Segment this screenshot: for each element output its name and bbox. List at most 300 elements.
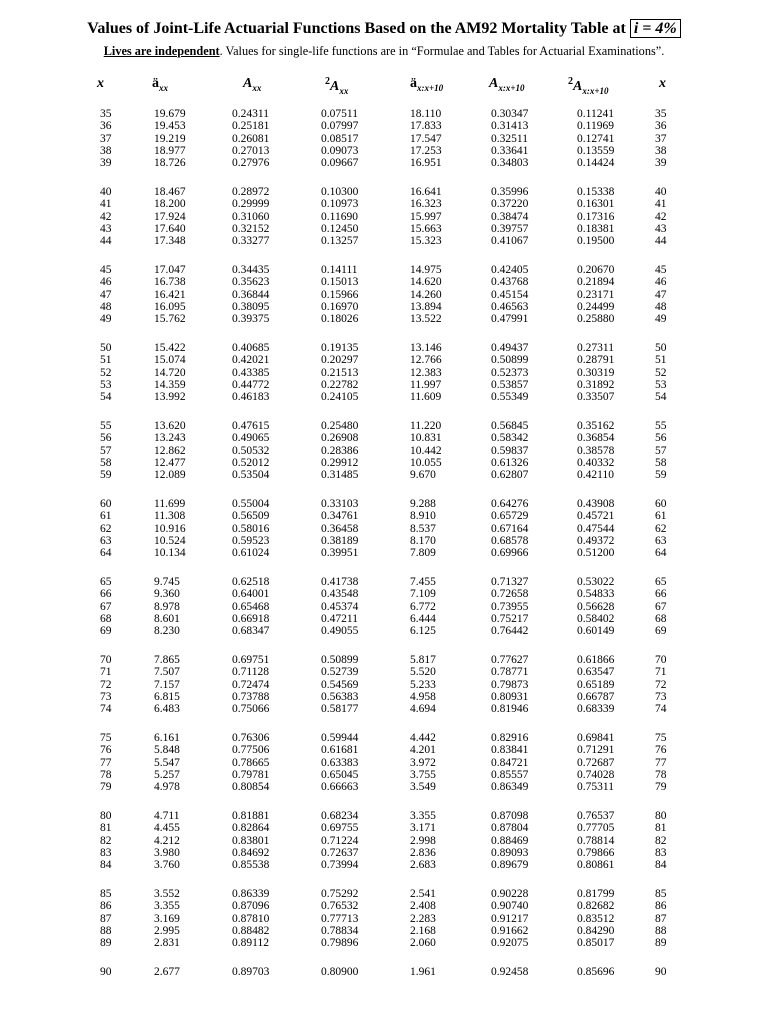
cell-age-right: 54 — [655, 391, 667, 404]
cell-assurance2-term: 0.76537 — [577, 810, 615, 822]
cell-assurance2-joint: 0.09073 — [321, 144, 359, 157]
cell-assurance-term: 0.92458 — [491, 966, 529, 978]
cell-annuity-joint: 15.422 — [154, 342, 186, 354]
cell-age-left: 81 — [100, 822, 112, 835]
cell-assurance2-joint: 0.07511 — [321, 108, 358, 120]
cell-assurance2-term: 0.68339 — [577, 703, 615, 716]
cell-assurance2-term: 0.25880 — [577, 313, 615, 326]
cell-assurance2-joint: 0.36458 — [321, 522, 359, 535]
cell-assurance-joint: 0.73788 — [232, 690, 270, 703]
cell-assurance2-term: 0.63547 — [577, 666, 615, 679]
cell-assurance-term: 0.49437 — [491, 342, 529, 354]
cell-assurance2-term: 0.23171 — [577, 288, 615, 301]
cell-age-right: 63 — [655, 534, 667, 547]
cell-annuity-joint: 2.995 — [154, 924, 180, 937]
cell-assurance2-joint: 0.26908 — [321, 432, 359, 445]
cell-annuity-term: 4.958 — [410, 690, 436, 703]
cell-age-right: 81 — [655, 822, 667, 835]
cell-annuity-term: 4.442 — [410, 732, 436, 744]
cell-assurance2-joint: 0.73994 — [321, 859, 359, 872]
cell-annuity-term: 3.355 — [410, 810, 436, 822]
cell-age-left: 41 — [100, 198, 112, 211]
cell-age-right: 52 — [655, 366, 667, 379]
cell-assurance-joint: 0.26081 — [232, 132, 270, 145]
cell-age-right: 65 — [655, 576, 667, 588]
header-x-right: x — [659, 76, 666, 91]
cell-assurance2-joint: 0.21513 — [321, 366, 359, 379]
cell-assurance-term: 0.68578 — [491, 534, 529, 547]
cell-assurance-term: 0.86349 — [491, 781, 529, 794]
cell-assurance-joint: 0.33277 — [232, 235, 270, 248]
cell-annuity-joint: 16.738 — [154, 276, 186, 289]
cell-annuity-term: 12.383 — [410, 366, 442, 379]
cell-assurance2-term: 0.40332 — [577, 456, 615, 469]
cell-annuity-term: 2.408 — [410, 900, 436, 913]
cell-assurance-joint: 0.87096 — [232, 900, 270, 913]
cell-assurance-joint: 0.66918 — [232, 612, 270, 625]
cell-age-right: 50 — [655, 342, 667, 354]
cell-annuity-term: 17.833 — [410, 120, 442, 133]
cell-annuity-joint: 14.720 — [154, 366, 186, 379]
cell-assurance-term: 0.65729 — [491, 510, 529, 523]
cell-assurance2-term: 0.71291 — [577, 744, 615, 757]
cell-annuity-joint: 14.359 — [154, 378, 186, 391]
header-annuity-joint: $ä_{xx}$ — [152, 76, 168, 93]
cell-assurance-term: 0.50899 — [491, 354, 529, 367]
cell-assurance-term: 0.89679 — [491, 859, 529, 872]
cell-age-left: 89 — [100, 937, 112, 950]
cell-assurance2-term: 0.18381 — [577, 222, 615, 235]
cell-assurance2-joint: 0.80900 — [321, 966, 359, 978]
cell-annuity-term: 7.809 — [410, 547, 436, 560]
cell-age-right: 70 — [655, 654, 667, 666]
cell-assurance-term: 0.84721 — [491, 756, 529, 769]
cell-assurance2-term: 0.42110 — [577, 469, 614, 482]
header-assurance-joint: $A_{xx}$ — [243, 76, 262, 93]
cell-assurance2-term: 0.24499 — [577, 300, 615, 313]
cell-assurance-term: 0.62807 — [491, 469, 529, 482]
cell-assurance-term: 0.90228 — [491, 888, 529, 900]
cell-assurance-joint: 0.79781 — [232, 768, 270, 781]
cell-assurance-term: 0.76442 — [491, 625, 529, 638]
cell-assurance-term: 0.72658 — [491, 588, 529, 601]
cell-assurance-joint: 0.25181 — [232, 120, 270, 133]
cell-annuity-term: 5.817 — [410, 654, 436, 666]
cell-age-right: 87 — [655, 912, 667, 925]
cell-assurance-term: 0.61326 — [491, 456, 529, 469]
cell-annuity-term: 13.146 — [410, 342, 442, 354]
cell-age-right: 74 — [655, 703, 667, 716]
cell-assurance2-term: 0.38578 — [577, 444, 615, 457]
cell-assurance-term: 0.31413 — [491, 120, 529, 133]
cell-age-right: 88 — [655, 924, 667, 937]
cell-assurance2-term: 0.75311 — [577, 781, 614, 794]
cell-assurance2-term: 0.47544 — [577, 522, 615, 535]
cell-assurance2-joint: 0.78834 — [321, 924, 359, 937]
cell-assurance-joint: 0.88482 — [232, 924, 270, 937]
cell-assurance2-term: 0.12741 — [577, 132, 615, 145]
cell-annuity-joint: 6.161 — [154, 732, 180, 744]
cell-assurance-joint: 0.56509 — [232, 510, 270, 523]
cell-assurance-joint: 0.89703 — [232, 966, 270, 978]
cell-assurance-term: 0.85557 — [491, 768, 529, 781]
cell-assurance2-joint: 0.50899 — [321, 654, 359, 666]
cell-assurance2-term: 0.82682 — [577, 900, 615, 913]
cell-assurance-joint: 0.59523 — [232, 534, 270, 547]
cell-age-left: 79 — [100, 781, 112, 794]
cell-assurance2-term: 0.83512 — [577, 912, 615, 925]
cell-assurance2-term: 0.84290 — [577, 924, 615, 937]
cell-age-left: 86 — [100, 900, 112, 913]
cell-age-right: 55 — [655, 420, 667, 432]
cell-annuity-term: 14.975 — [410, 264, 442, 276]
title-text: Values of Joint-Life Actuarial Functions Based on the AM92 Mortality Table at — [87, 20, 626, 37]
cell-age-right: 60 — [655, 498, 667, 510]
cell-annuity-term: 6.444 — [410, 612, 436, 625]
cell-assurance2-term: 0.45721 — [577, 510, 615, 523]
cell-assurance-term: 0.39757 — [491, 222, 529, 235]
cell-age-right: 79 — [655, 781, 667, 794]
cell-annuity-joint: 5.848 — [154, 744, 180, 757]
cell-assurance2-joint: 0.10973 — [321, 198, 359, 211]
cell-assurance2-term: 0.49372 — [577, 534, 615, 547]
cell-age-left: 55 — [100, 420, 112, 432]
cell-age-right: 42 — [655, 210, 667, 223]
cell-assurance2-term: 0.61866 — [577, 654, 615, 666]
cell-assurance2-joint: 0.77713 — [321, 912, 359, 925]
cell-age-left: 35 — [100, 108, 112, 120]
cell-assurance-joint: 0.43385 — [232, 366, 270, 379]
cell-annuity-joint: 8.230 — [154, 625, 180, 638]
cell-age-right: 36 — [655, 120, 667, 133]
cell-assurance2-joint: 0.16970 — [321, 300, 359, 313]
header-assurance-term: $A_{x:x+10}$ — [489, 76, 525, 93]
cell-annuity-term: 14.260 — [410, 288, 442, 301]
cell-assurance-term: 0.77627 — [491, 654, 529, 666]
cell-age-left: 62 — [100, 522, 112, 535]
cell-assurance2-joint: 0.25480 — [321, 420, 359, 432]
cell-assurance2-joint: 0.43548 — [321, 588, 359, 601]
cell-annuity-joint: 4.978 — [154, 781, 180, 794]
cell-age-left: 42 — [100, 210, 112, 223]
cell-assurance-term: 0.58342 — [491, 432, 529, 445]
cell-age-left: 69 — [100, 625, 112, 638]
cell-assurance2-term: 0.43908 — [577, 498, 615, 510]
cell-age-left: 52 — [100, 366, 112, 379]
cell-assurance-joint: 0.34435 — [232, 264, 270, 276]
cell-age-right: 48 — [655, 300, 667, 313]
cell-assurance2-joint: 0.07997 — [321, 120, 359, 133]
cell-assurance-joint: 0.89112 — [232, 937, 269, 950]
cell-annuity-term: 3.549 — [410, 781, 436, 794]
cell-assurance2-term: 0.72687 — [577, 756, 615, 769]
cell-annuity-joint: 19.219 — [154, 132, 186, 145]
cell-assurance-term: 0.89093 — [491, 846, 529, 859]
cell-annuity-term: 15.663 — [410, 222, 442, 235]
cell-assurance-term: 0.53857 — [491, 378, 529, 391]
cell-assurance2-joint: 0.29912 — [321, 456, 359, 469]
cell-annuity-joint: 11.699 — [154, 498, 186, 510]
cell-assurance-term: 0.64276 — [491, 498, 529, 510]
cell-assurance-term: 0.91217 — [491, 912, 529, 925]
cell-assurance2-joint: 0.10300 — [321, 186, 359, 198]
cell-age-right: 62 — [655, 522, 667, 535]
cell-annuity-joint: 3.760 — [154, 859, 180, 872]
cell-age-left: 49 — [100, 313, 112, 326]
cell-assurance2-joint: 0.68234 — [321, 810, 359, 822]
cell-assurance-joint: 0.47615 — [232, 420, 270, 432]
cell-annuity-joint: 5.257 — [154, 768, 180, 781]
cell-assurance2-joint: 0.28386 — [321, 444, 359, 457]
cell-assurance2-term: 0.85017 — [577, 937, 615, 950]
cell-assurance2-term: 0.21894 — [577, 276, 615, 289]
cell-assurance-term: 0.92075 — [491, 937, 529, 950]
cell-age-right: 66 — [655, 588, 667, 601]
cell-assurance-joint: 0.72474 — [232, 678, 270, 691]
cell-age-left: 47 — [100, 288, 112, 301]
header-assurance2-joint: $^2A_{xx}$ — [325, 76, 349, 96]
cell-annuity-term: 17.547 — [410, 132, 442, 145]
cell-assurance-term: 0.87804 — [491, 822, 529, 835]
cell-age-left: 43 — [100, 222, 112, 235]
cell-age-right: 86 — [655, 900, 667, 913]
cell-annuity-joint: 7.157 — [154, 678, 180, 691]
cell-annuity-term: 13.894 — [410, 300, 442, 313]
cell-age-right: 37 — [655, 132, 667, 145]
cell-assurance-joint: 0.85538 — [232, 859, 270, 872]
cell-assurance-joint: 0.69751 — [232, 654, 270, 666]
cell-age-right: 40 — [655, 186, 667, 198]
cell-age-left: 53 — [100, 378, 112, 391]
cell-annuity-joint: 3.980 — [154, 846, 180, 859]
cell-annuity-joint: 2.831 — [154, 937, 180, 950]
cell-age-left: 63 — [100, 534, 112, 547]
cell-assurance2-term: 0.65189 — [577, 678, 615, 691]
cell-age-right: 90 — [655, 966, 667, 978]
cell-annuity-term: 16.951 — [410, 157, 442, 170]
cell-age-left: 48 — [100, 300, 112, 313]
cell-assurance-joint: 0.40685 — [232, 342, 270, 354]
cell-annuity-joint: 6.815 — [154, 690, 180, 703]
cell-assurance-joint: 0.86339 — [232, 888, 270, 900]
cell-assurance2-joint: 0.56383 — [321, 690, 359, 703]
cell-annuity-joint: 16.421 — [154, 288, 186, 301]
cell-assurance-joint: 0.24311 — [232, 108, 269, 120]
cell-annuity-joint: 17.924 — [154, 210, 186, 223]
cell-age-right: 80 — [655, 810, 667, 822]
cell-age-left: 77 — [100, 756, 112, 769]
cell-assurance-term: 0.46563 — [491, 300, 529, 313]
cell-annuity-term: 16.323 — [410, 198, 442, 211]
cell-age-left: 58 — [100, 456, 112, 469]
cell-annuity-joint: 18.726 — [154, 157, 186, 170]
cell-assurance-joint: 0.31060 — [232, 210, 270, 223]
cell-assurance2-term: 0.77705 — [577, 822, 615, 835]
cell-age-left: 70 — [100, 654, 112, 666]
cell-assurance2-term: 0.35162 — [577, 420, 615, 432]
cell-annuity-term: 2.541 — [410, 888, 436, 900]
cell-assurance-term: 0.83841 — [491, 744, 529, 757]
cell-age-left: 54 — [100, 391, 112, 404]
cell-annuity-term: 3.755 — [410, 768, 436, 781]
cell-annuity-joint: 19.453 — [154, 120, 186, 133]
cell-annuity-joint: 4.455 — [154, 822, 180, 835]
cell-annuity-joint: 13.992 — [154, 391, 186, 404]
cell-age-left: 85 — [100, 888, 112, 900]
cell-age-left: 56 — [100, 432, 112, 445]
cell-annuity-term: 2.168 — [410, 924, 436, 937]
cell-assurance2-term: 0.17316 — [577, 210, 615, 223]
cell-assurance2-term: 0.54833 — [577, 588, 615, 601]
cell-annuity-term: 9.288 — [410, 498, 436, 510]
cell-assurance-term: 0.56845 — [491, 420, 529, 432]
cell-age-left: 36 — [100, 120, 112, 133]
cell-assurance2-term: 0.74028 — [577, 768, 615, 781]
cell-age-right: 83 — [655, 846, 667, 859]
subtitle-text: . Values for single-life functions are in “Formulae and Tables for Actuarial Examinations”. — [219, 44, 665, 58]
cell-assurance-term: 0.37220 — [491, 198, 529, 211]
cell-annuity-term: 2.283 — [410, 912, 436, 925]
cell-assurance2-term: 0.56628 — [577, 600, 615, 613]
cell-assurance-joint: 0.87810 — [232, 912, 270, 925]
cell-assurance2-joint: 0.18026 — [321, 313, 359, 326]
cell-assurance2-term: 0.30319 — [577, 366, 615, 379]
cell-assurance2-joint: 0.76532 — [321, 900, 359, 913]
cell-age-right: 49 — [655, 313, 667, 326]
cell-assurance2-joint: 0.15966 — [321, 288, 359, 301]
cell-assurance-joint: 0.44772 — [232, 378, 270, 391]
cell-assurance2-term: 0.51200 — [577, 547, 615, 560]
cell-annuity-joint: 12.477 — [154, 456, 186, 469]
cell-assurance2-term: 0.28791 — [577, 354, 615, 367]
cell-annuity-term: 17.253 — [410, 144, 442, 157]
cell-assurance2-joint: 0.39951 — [321, 547, 359, 560]
cell-assurance-term: 0.43768 — [491, 276, 529, 289]
cell-assurance-joint: 0.27976 — [232, 157, 270, 170]
cell-assurance2-term: 0.27311 — [577, 342, 614, 354]
cell-assurance2-joint: 0.45374 — [321, 600, 359, 613]
cell-assurance2-joint: 0.38189 — [321, 534, 359, 547]
cell-age-right: 76 — [655, 744, 667, 757]
cell-assurance2-term: 0.15338 — [577, 186, 615, 198]
cell-assurance-term: 0.42405 — [491, 264, 529, 276]
cell-age-right: 68 — [655, 612, 667, 625]
cell-assurance-term: 0.30347 — [491, 108, 529, 120]
cell-annuity-term: 6.772 — [410, 600, 436, 613]
cell-annuity-term: 8.537 — [410, 522, 436, 535]
cell-age-right: 46 — [655, 276, 667, 289]
header-annuity-term: $ä_{x:x+10}$ — [410, 76, 444, 93]
cell-annuity-joint: 17.640 — [154, 222, 186, 235]
cell-assurance-term: 0.82916 — [491, 732, 529, 744]
cell-assurance2-joint: 0.58177 — [321, 703, 359, 716]
cell-age-left: 50 — [100, 342, 112, 354]
cell-age-right: 82 — [655, 834, 667, 847]
cell-assurance2-joint: 0.34761 — [321, 510, 359, 523]
cell-annuity-term: 9.670 — [410, 469, 436, 482]
cell-assurance-joint: 0.71128 — [232, 666, 269, 679]
cell-age-right: 56 — [655, 432, 667, 445]
cell-assurance2-term: 0.16301 — [577, 198, 615, 211]
cell-assurance2-joint: 0.14111 — [321, 264, 358, 276]
cell-age-right: 72 — [655, 678, 667, 691]
cell-age-right: 39 — [655, 157, 667, 170]
cell-assurance-term: 0.71327 — [491, 576, 529, 588]
header-assurance2-term: $^2A_{x:x+10}$ — [568, 76, 609, 96]
cell-age-left: 76 — [100, 744, 112, 757]
cell-annuity-term: 2.683 — [410, 859, 436, 872]
cell-assurance-joint: 0.62518 — [232, 576, 270, 588]
cell-age-left: 87 — [100, 912, 112, 925]
cell-age-right: 35 — [655, 108, 667, 120]
cell-age-left: 80 — [100, 810, 112, 822]
cell-assurance2-term: 0.11241 — [577, 108, 614, 120]
cell-assurance2-term: 0.33507 — [577, 391, 615, 404]
cell-assurance2-joint: 0.12450 — [321, 222, 359, 235]
cell-age-right: 44 — [655, 235, 667, 248]
cell-annuity-term: 2.836 — [410, 846, 436, 859]
cell-assurance2-joint: 0.54569 — [321, 678, 359, 691]
subtitle-underlined: Lives are independent — [103, 44, 220, 58]
cell-annuity-joint: 17.047 — [154, 264, 186, 276]
cell-assurance2-term: 0.85696 — [577, 966, 615, 978]
cell-age-left: 67 — [100, 600, 112, 613]
cell-annuity-term: 4.201 — [410, 744, 436, 757]
cell-assurance2-term: 0.69841 — [577, 732, 615, 744]
cell-assurance2-joint: 0.47211 — [321, 612, 358, 625]
cell-assurance2-joint: 0.61681 — [321, 744, 359, 757]
cell-age-left: 68 — [100, 612, 112, 625]
cell-age-left: 82 — [100, 834, 112, 847]
cell-assurance-joint: 0.83801 — [232, 834, 270, 847]
cell-annuity-term: 7.109 — [410, 588, 436, 601]
cell-age-left: 60 — [100, 498, 112, 510]
cell-annuity-joint: 7.865 — [154, 654, 180, 666]
cell-annuity-joint: 6.483 — [154, 703, 180, 716]
cell-assurance-term: 0.73955 — [491, 600, 529, 613]
cell-assurance-term: 0.80931 — [491, 690, 529, 703]
cell-assurance2-joint: 0.41738 — [321, 576, 359, 588]
cell-annuity-term: 3.171 — [410, 822, 436, 835]
cell-assurance-joint: 0.36844 — [232, 288, 270, 301]
cell-age-left: 57 — [100, 444, 112, 457]
cell-annuity-term: 16.641 — [410, 186, 442, 198]
cell-age-left: 59 — [100, 469, 112, 482]
cell-assurance-term: 0.33641 — [491, 144, 529, 157]
cell-assurance2-term: 0.81799 — [577, 888, 615, 900]
cell-annuity-term: 10.831 — [410, 432, 442, 445]
cell-assurance-joint: 0.75066 — [232, 703, 270, 716]
cell-assurance-joint: 0.42021 — [232, 354, 270, 367]
cell-annuity-term: 11.997 — [410, 378, 442, 391]
cell-assurance-joint: 0.58016 — [232, 522, 270, 535]
cell-annuity-term: 5.233 — [410, 678, 436, 691]
cell-annuity-term: 12.766 — [410, 354, 442, 367]
cell-age-left: 61 — [100, 510, 112, 523]
cell-assurance2-joint: 0.09667 — [321, 157, 359, 170]
cell-assurance2-term: 0.11969 — [577, 120, 614, 133]
cell-assurance2-joint: 0.15013 — [321, 276, 359, 289]
cell-annuity-joint: 9.745 — [154, 576, 180, 588]
cell-age-right: 84 — [655, 859, 667, 872]
cell-age-right: 67 — [655, 600, 667, 613]
cell-age-right: 51 — [655, 354, 667, 367]
cell-age-left: 74 — [100, 703, 112, 716]
cell-assurance2-term: 0.14424 — [577, 157, 615, 170]
cell-assurance-joint: 0.77506 — [232, 744, 270, 757]
cell-age-left: 51 — [100, 354, 112, 367]
cell-age-right: 75 — [655, 732, 667, 744]
